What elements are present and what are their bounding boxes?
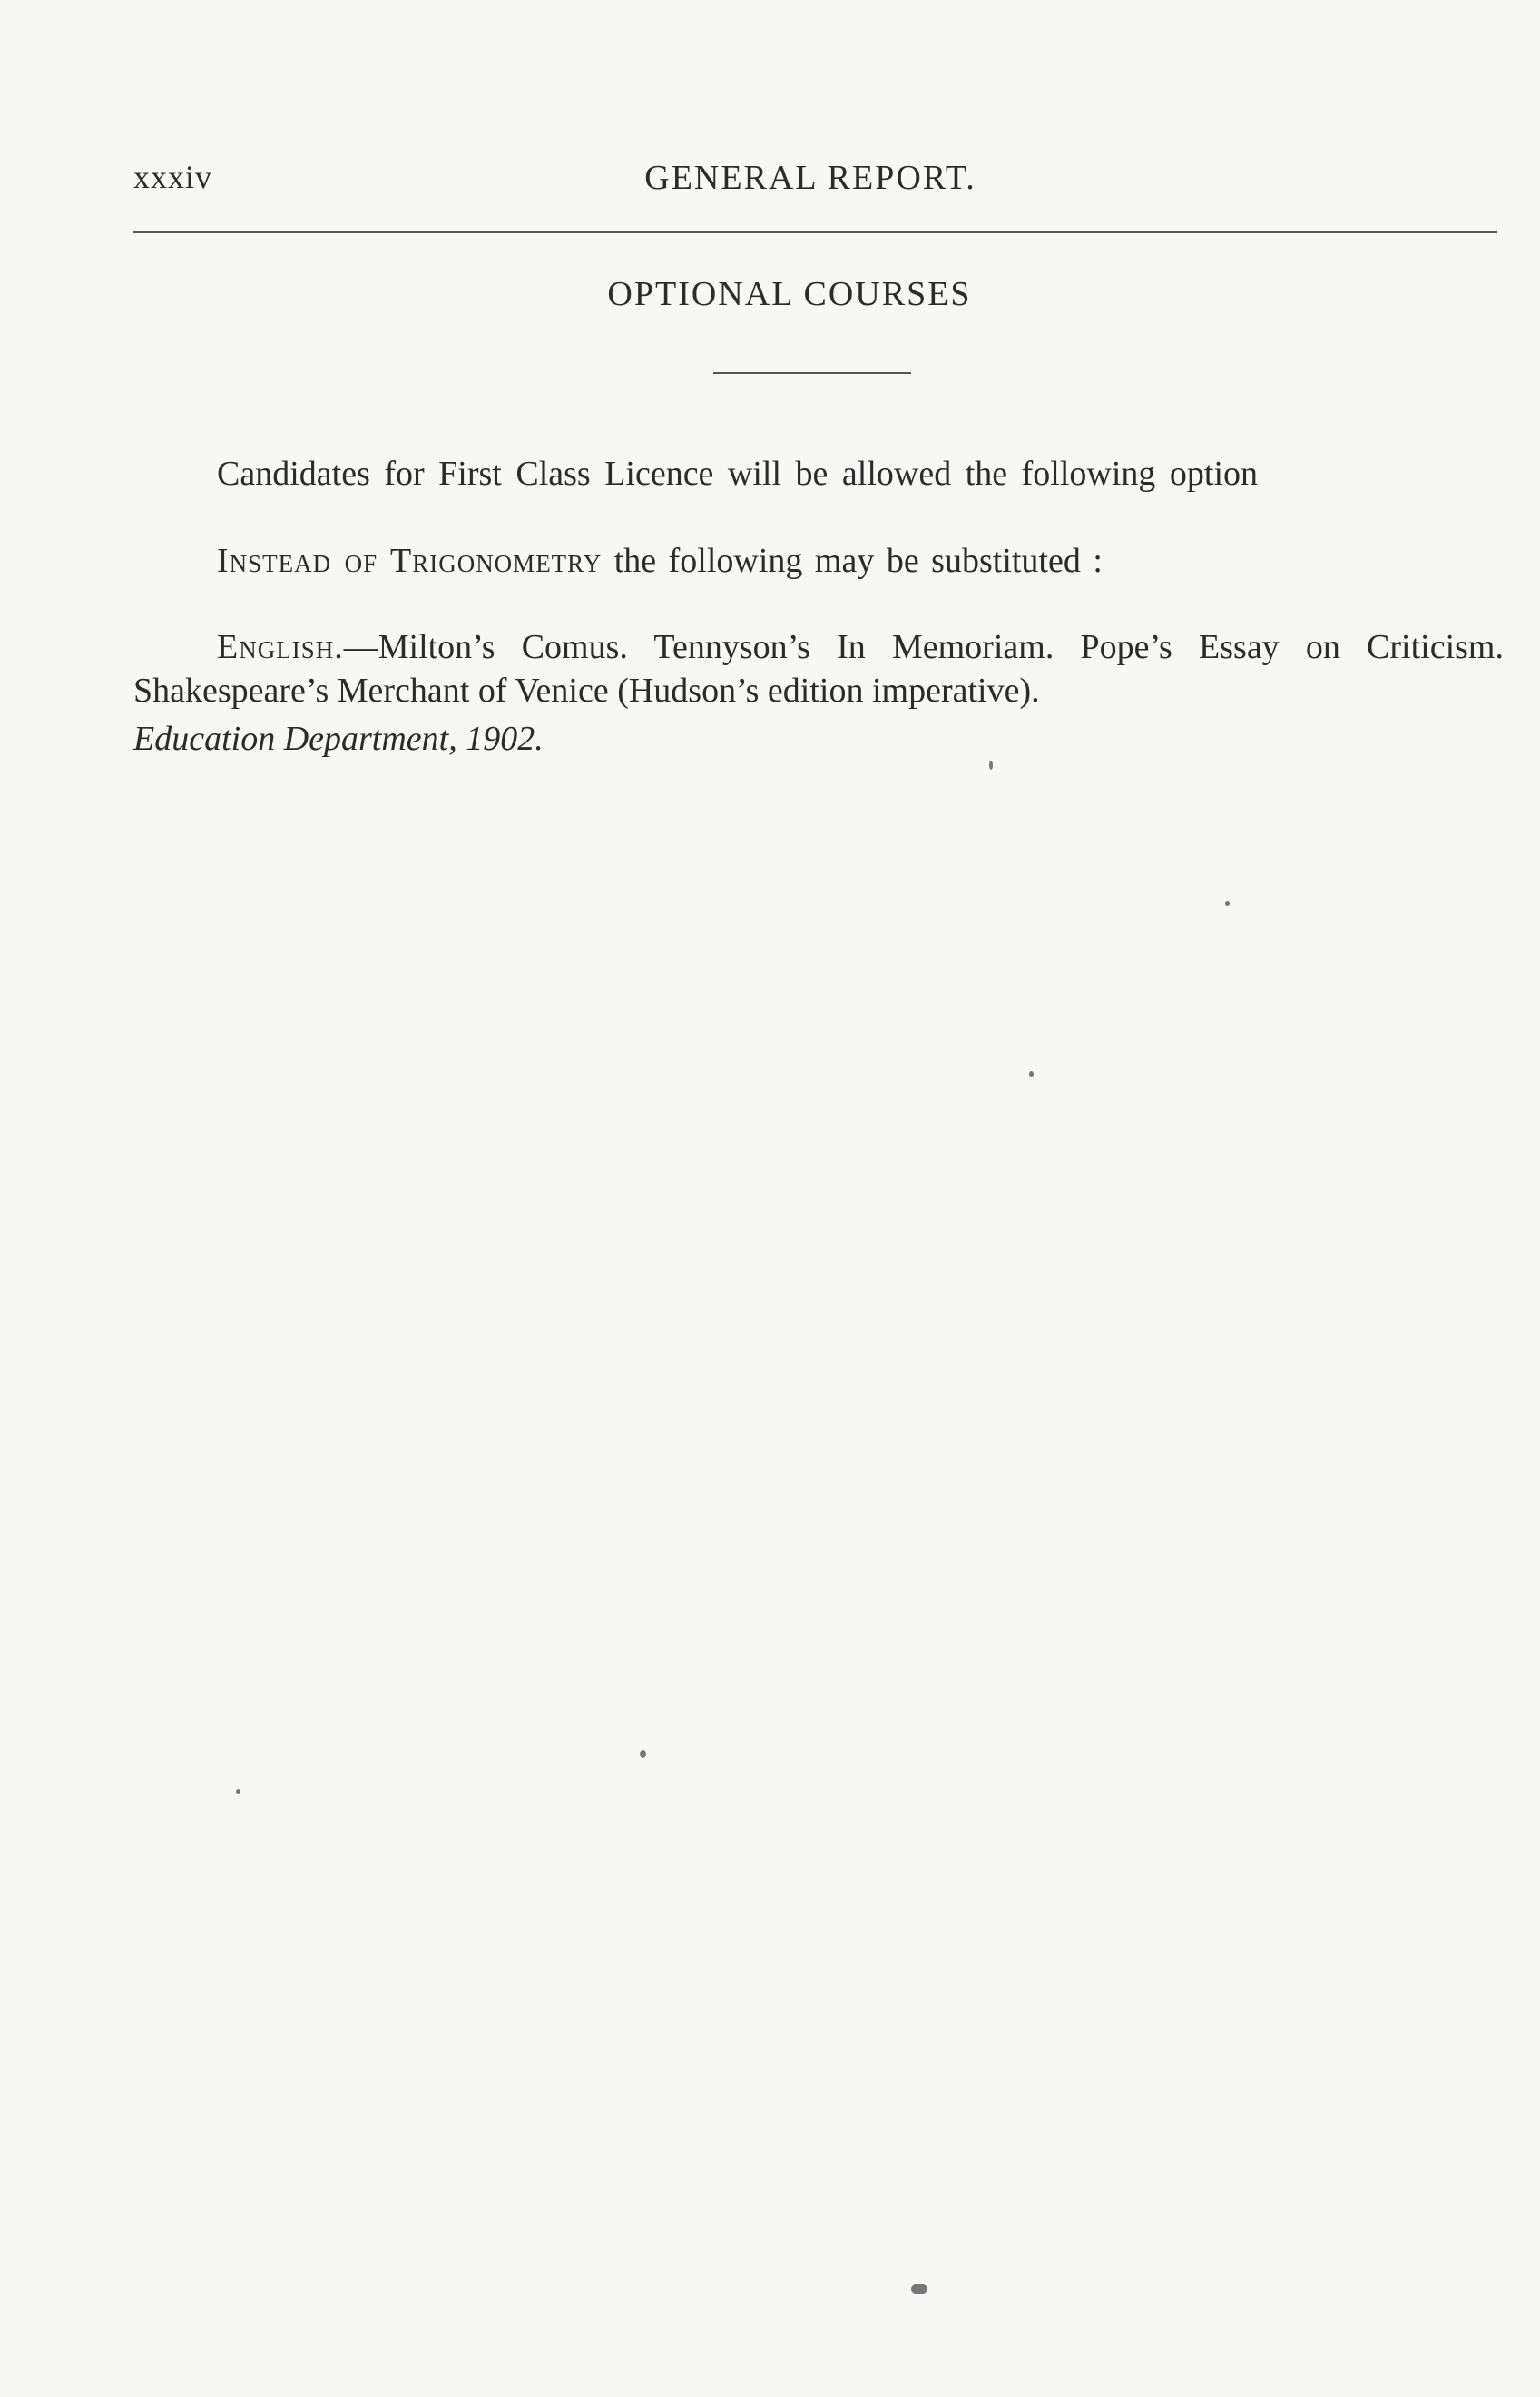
trigonometry-label: Instead of Trigonometry	[217, 542, 603, 580]
scan-speck	[1029, 1071, 1034, 1077]
page-number: xxxiv	[133, 159, 213, 195]
trigonometry-paragraph	[133, 539, 1504, 583]
scan-speck	[989, 761, 993, 770]
section-title: OPTIONAL COURSES	[607, 275, 972, 313]
running-head: GENERAL REPORT.	[644, 159, 976, 197]
english-label: English.	[217, 628, 344, 666]
signature-line: Education Department, 1902.	[133, 720, 544, 758]
intro-paragraph: Candidates for First Class Licence will be allowed the following option	[217, 455, 1259, 493]
trigonometry-text: the following may be substituted :	[602, 542, 1103, 580]
scan-speck	[236, 1789, 240, 1794]
scan-speck	[640, 1750, 646, 1758]
header-rule	[133, 231, 1497, 233]
english-paragraph	[133, 625, 1504, 712]
scan-speck	[911, 2284, 927, 2294]
title-rule	[713, 372, 911, 374]
page-header	[133, 158, 1497, 209]
english-text: —Milton’s Comus. Tennyson’s In Memoriam. Pope’s Essay on Criticism. Shakespeare’s Merchant of Venice (Hudson’s edition imperative).	[133, 628, 1504, 710]
scan-speck	[1225, 901, 1230, 906]
